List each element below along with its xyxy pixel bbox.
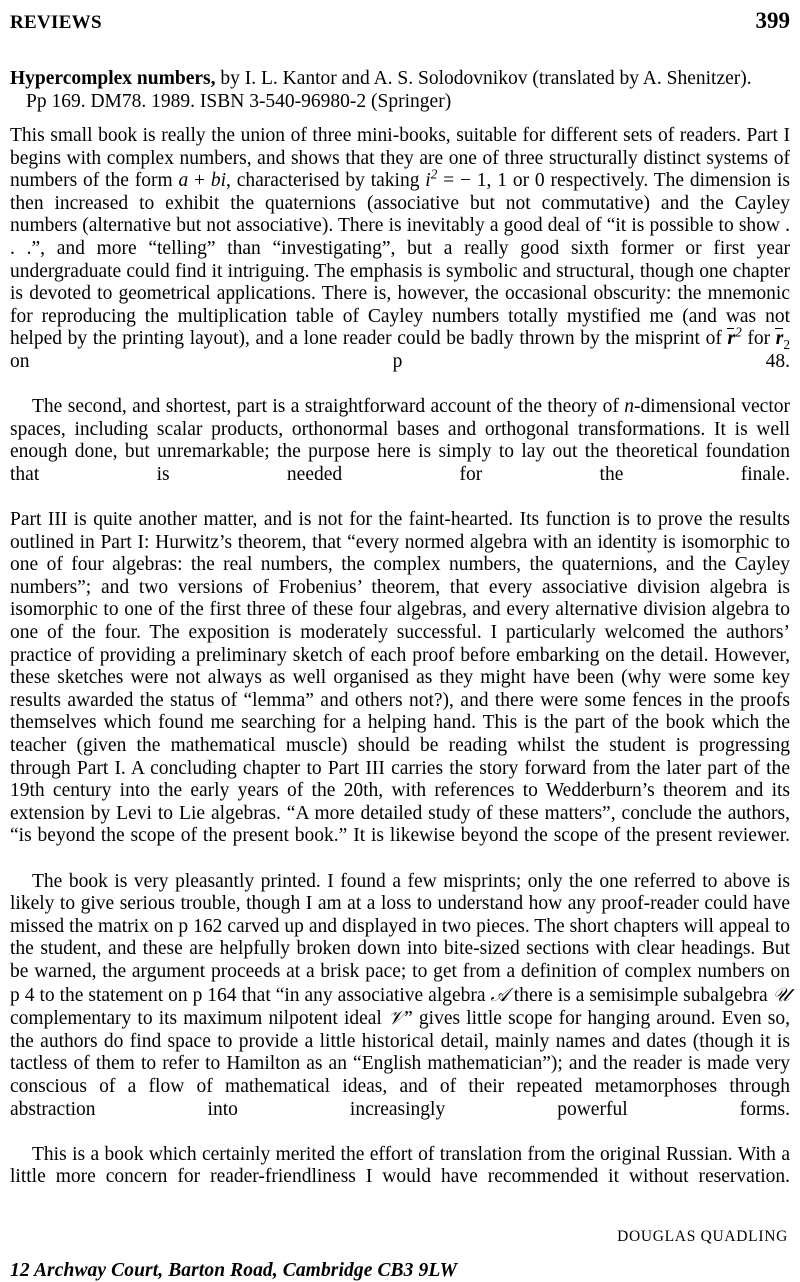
reviewer-address: 12 Archway Court, Barton Road, Cambridge CB3 9LW <box>10 1259 458 1281</box>
paragraph-2 <box>10 396 790 509</box>
running-head-section: REVIEWS <box>10 12 102 33</box>
review-body <box>10 125 790 1212</box>
math-i: i <box>425 170 431 192</box>
p1-text-b: + <box>188 170 211 192</box>
p4-text-a: The book is very pleasantly printed. I found a few misprints; only the one referred to above is likely to give serious trouble, though I am at a loss to understand how any proof-reader could have missed the matrix on p 162 carved up and displayed in two pieces. The short chapters will appeal to the student, and these are helpfully broken down into bite-sized sections with clear headings. But be warned, the argument proceeds at a brisk pace; to get from a definition of complex numbers on p 4 to the statement on p 164 that “in any associative algebra <box>10 870 790 1006</box>
p1-text-f: on p 48. <box>10 350 790 372</box>
paragraph-3: Part III is quite another matter, and is not for the faint-hearted. Its function is to prove the results outlined in Part I: Hurwitz’s theorem, that “every normed algebra with an identity is isomorphic to one of four algebras: the real numbers, the complex numbers, the quaternions, and the Cayley numbers”; and two versions of Frobenius’ theorem, that every associative division algebra is isomorphic to one of the first three of these four algebras, and every alternative division algebra to one of the four. The exposition is moderately successful. I particularly welcomed the authors’ practice of providing a preliminary sketch of each proof before embarking on the detail. However, these sketches were not always as well organised as they might have been (why were some key results awarded the status of “lemma” and others not?), and there were some fences in the proofs themselves which found me searching for a helping hand. This is the part of the book which the teacher (given the mathematical muscle) should be reading whilst the student is progressing through Part I. A concluding chapter to Part III carries the story forward from the later part of the 19th century into the early years of the 20th, with references to Wedderburn’s theorem and its extension by Levi to Lie algebras. “A more detailed study of these matters”, conclude the authors, “is beyond the scope of the present book.” It is likewise beyond the scope of the present reviewer. <box>10 509 790 847</box>
math-r-bar: r <box>727 328 736 350</box>
p1-text-d: = − 1, 1 or 0 respectively. The dimension is then increased to exhibit the quaternions (associative but not commutative) and the Cayley numbers (alternative but not associative). There is inevitably a good deal of “it is possible to show . . .”, and more “telling” than “investigating”, but a really good sixth former or first year undergraduate could find it intriguing. The emphasis is symbolic and structural, though one chapter is devoted to geometrical applications. There is, however, the occasional obscurity: the mnemonic for reproducing the multiplication table of Cayley numbers totally mystified me (and was not helped by the printing layout), and a lone reader could be badly thrown by the misprint of <box>10 170 790 350</box>
reviewer-name: DOUGLAS QUADLING <box>617 1227 788 1245</box>
paragraph-5: This is a book which certainly merited the effort of translation from the original Russian. With a little more concern for reader-friendliness I would have recommended it without reservation. <box>10 1143 790 1188</box>
p4-text-b: there is a semisimple subalgebra <box>508 984 773 1006</box>
math-script-a: 𝒜 <box>490 982 509 1006</box>
p2-text-a: The second, and shortest, part is a straightforward account of the theory of <box>32 396 625 418</box>
book-citation <box>10 68 790 113</box>
p2-text-b: -dimensional vector spaces, including scalar products, orthonormal bases and orthogonal transformations. It is well enough done, but unremarkable; the purpose here is simply to lay out the theoretical foundation that is needed for the finale. <box>10 396 790 485</box>
publication-details: Pp 169. DM78. 1989. ISBN 3-540-96980-2 (Springer) <box>26 90 452 112</box>
book-attribution: by I. L. Kantor and A. S. Solodovnikov (translated by A. Shenitzer). <box>215 68 752 89</box>
math-script-v: 𝒱 <box>387 1006 405 1030</box>
math-n: n <box>624 396 635 418</box>
paragraph-1 <box>10 125 790 396</box>
math-r-bar-exponent: 2 <box>735 324 742 340</box>
p1-text-a: This small book is really the union of three mini-books, suitable for different sets of readers. Part I begins with complex numbers, and shows that they are one of three structurally distinct systems of numbers of the form <box>10 125 790 192</box>
p1-text-e: for <box>741 328 776 350</box>
running-head <box>10 8 790 32</box>
math-r-bar-index: 2 <box>783 337 790 353</box>
p4-text-d: ” gives little scope for hanging around. Even so, the authors do find space to provide a little historical detail, mainly names and dates (though it is tactless of them to refer to Hamilton as an “English mathematician”); and the reader is made very conscious of a flow of mathematical ideas, and of their repeated metamorphoses through abstraction into increasingly powerful forms. <box>10 1008 790 1120</box>
math-bi: bi <box>210 170 227 192</box>
p4-text-c: complementary to its maximum nilpotent ideal <box>10 1008 388 1030</box>
paragraph-4 <box>10 871 790 1144</box>
math-script-u: 𝒰 <box>772 982 791 1006</box>
math-i-exponent: 2 <box>430 166 438 182</box>
book-title: Hypercomplex numbers, <box>10 68 216 89</box>
page-number: 399 <box>755 8 790 33</box>
math-r-bar-sub: r <box>775 328 784 350</box>
math-a: a <box>178 170 189 192</box>
p1-text-c: , characterised by taking <box>226 170 426 192</box>
